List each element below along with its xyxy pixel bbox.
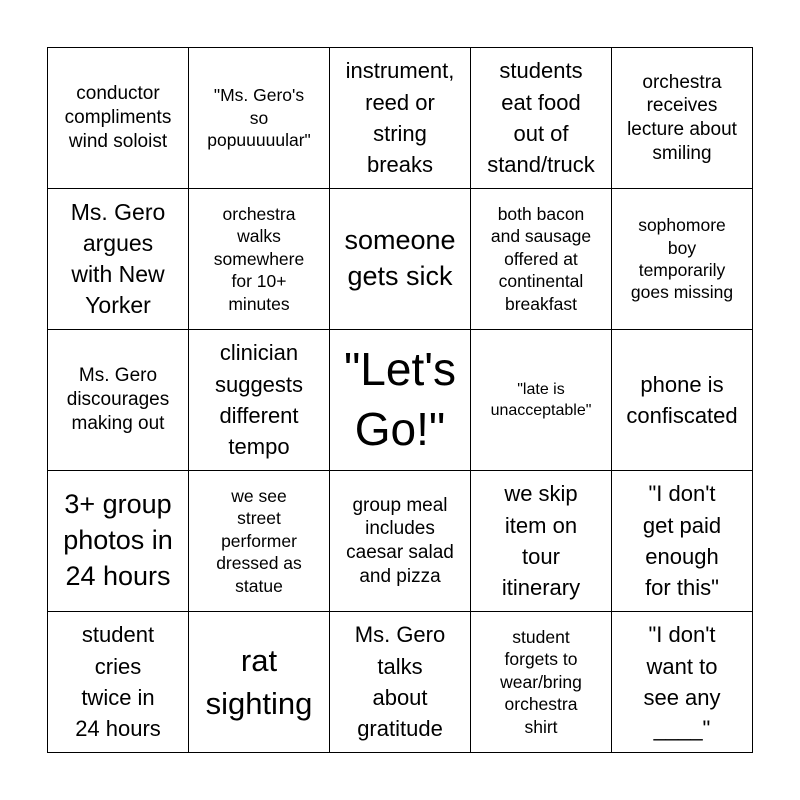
cell-text: we see street performer dressed as statue [216,486,302,596]
cell-text: "I don't want to see any ____" [643,622,721,742]
cell-text: "Ms. Gero's so popuuuuular" [207,85,311,151]
cell-text: orchestra walks somewhere for 10+ minutes [213,204,305,314]
bingo-cell-3-2[interactable] [189,330,330,471]
bingo-cell-3-4[interactable] [471,330,612,471]
bingo-cell-4-2[interactable] [189,471,330,612]
bingo-cell-2-1[interactable] [48,189,189,330]
cell-text: conductor compliments wind soloist [64,83,172,152]
bingo-cell-1-5[interactable] [612,48,753,189]
cell-text: rat sighting [205,642,313,721]
bingo-cell-2-3[interactable] [330,189,471,330]
cell-text: "late is unacceptable" [490,380,592,419]
bingo-cell-1-1[interactable] [48,48,189,189]
bingo-board [47,47,753,753]
cell-text: 3+ group photos in 24 hours [63,489,173,591]
bingo-cell-2-4[interactable] [471,189,612,330]
bingo-cell-4-1[interactable] [48,471,189,612]
bingo-cell-5-4[interactable] [471,612,612,753]
bingo-cell-2-5[interactable] [612,189,753,330]
bingo-cell-5-1[interactable] [48,612,189,753]
bingo-cell-3-3-free-space[interactable] [330,330,471,471]
cell-text: we skip item on tour itinerary [501,481,581,601]
cell-text: both bacon and sausage offered at continental breakfast [490,204,592,314]
cell-text: orchestra receives lecture about smiling [627,71,737,164]
cell-text: Ms. Gero discourages making out [66,365,170,434]
bingo-cell-4-4[interactable] [471,471,612,612]
bingo-cell-2-2[interactable] [189,189,330,330]
cell-text: student cries twice in 24 hours [75,622,161,742]
cell-text: instrument, reed or string breaks [345,58,455,178]
bingo-cell-5-3[interactable] [330,612,471,753]
bingo-cell-1-4[interactable] [471,48,612,189]
bingo-cell-1-2[interactable] [189,48,330,189]
cell-text: group meal includes caesar salad and pizza [346,494,454,587]
bingo-cell-1-3[interactable] [330,48,471,189]
cell-text: Ms. Gero argues with New Yorker [70,198,166,319]
bingo-cell-3-1[interactable] [48,330,189,471]
cell-text: Ms. Gero talks about gratitude [354,622,446,742]
cell-text: phone is confiscated [626,371,738,428]
cell-text: sophomore boy temporarily goes missing [630,215,734,303]
cell-text: "I don't get paid enough for this" [642,481,722,601]
cell-text: students eat food out of stand/truck [487,58,595,178]
cell-text: "Let's Go!" [343,343,457,455]
bingo-cell-5-5[interactable] [612,612,753,753]
bingo-cell-4-5[interactable] [612,471,753,612]
bingo-cell-5-2[interactable] [189,612,330,753]
bingo-cell-4-3[interactable] [330,471,471,612]
cell-text: someone gets sick [344,225,456,291]
bingo-cell-3-5[interactable] [612,330,753,471]
cell-text: student forgets to wear/bring orchestra shirt [500,627,582,737]
cell-text: clinician suggests different tempo [214,340,304,460]
